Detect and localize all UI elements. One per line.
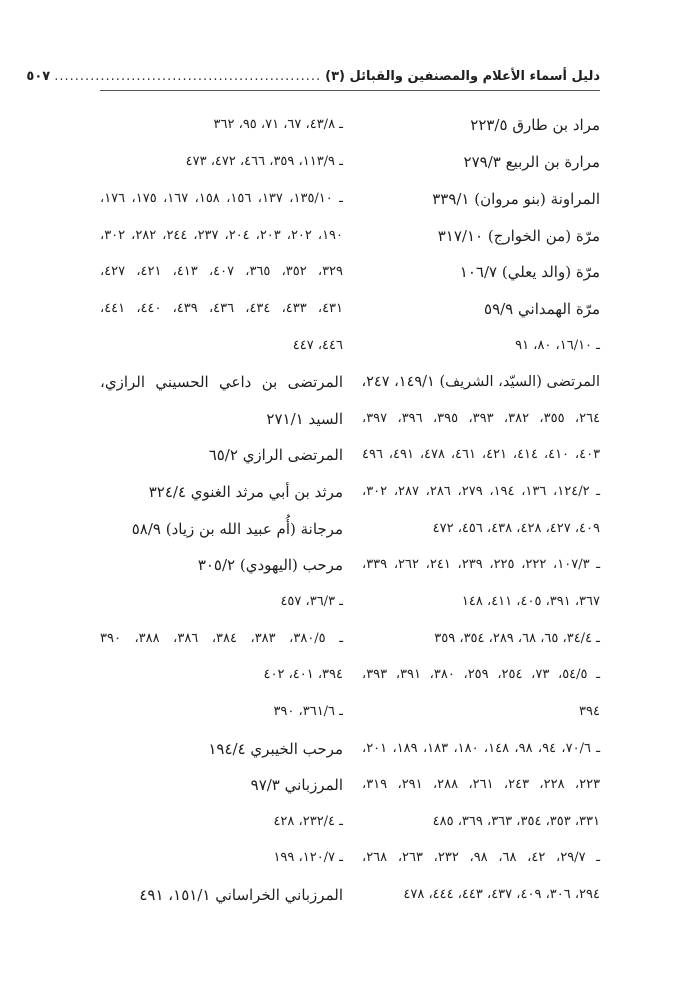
index-entry: مراد بن طارق ٢٢٣/٥ — [470, 116, 600, 134]
index-subentry: ـ ١١٣/٩، ٣٥٩، ٤٦٦، ٤٧٢، ٤٧٣ — [185, 154, 343, 169]
index-subentry: ـ ١٠٧/٣، ٢٢٢، ٢٢٥، ٢٣٩، ٢٤١، ٢٦٢، ٣٣٩، — [362, 557, 601, 572]
index-continuation: ١٩٠، ٢٠٢، ٢٠٣، ٢٠٤، ٢٣٧، ٢٤٤، ٢٨٢، ٣٠٢، — [100, 228, 344, 243]
index-continuation: ٤٠٩، ٤٢٧، ٤٢٨، ٤٣٨، ٤٥٦، ٤٧٢ — [432, 521, 600, 536]
index-entry: المراونة (بنو مروان) ٣٣٩/١ — [432, 190, 600, 208]
index-entry: مرحب (اليهودي) ٣٠٥/٢ — [197, 556, 343, 574]
index-continuation: ٢٦٤، ٣٥٥، ٣٨٢، ٣٩٣، ٣٩٥، ٣٩٦، ٣٩٧، — [362, 411, 601, 426]
index-entry: مرارة بن الربيع ٢٧٩/٣ — [463, 153, 600, 171]
index-subentry: ـ ٧٠/٦، ٩٤، ٩٨، ١٤٨، ١٨٠، ١٨٣، ١٨٩، ٢٠١، — [362, 741, 601, 756]
page-number: ٥٠٧ — [26, 68, 51, 84]
index-entry: مرثد بن أبي مرثد الغنوي ٣٢٤/٤ — [148, 483, 343, 501]
index-entry: مرحب الخيبري ١٩٤/٤ — [208, 740, 343, 758]
index-continuation: ٤٤٦، ٤٤٧ — [292, 338, 343, 353]
index-entry: المرزباني ٩٧/٣ — [250, 776, 343, 794]
index-continuation: ٢٢٣، ٢٢٨، ٢٤٣، ٢٦١، ٢٨٨، ٢٩١، ٣١٩، — [362, 777, 601, 792]
index-subentry: ـ ٣٤/٤، ٦٥، ٦٨، ٢٨٩، ٣٥٤، ٣٥٩ — [434, 631, 600, 646]
index-entry: المرزباني الخراساني ١٥١/١، ٤٩١ — [139, 886, 343, 904]
index-subentry: ـ ١٦/١٠، ٨٠، ٩١ — [515, 338, 600, 353]
index-entry: مرّة (والد يعلي) ١٠٦/٧ — [459, 263, 600, 281]
index-subentry: ـ ٤٣/٨، ٦٧، ٧١، ٩٥، ٣٦٢ — [213, 117, 343, 132]
index-entry: السيد ٢٧١/١ — [266, 410, 343, 428]
index-entry: مرّة الهمداني ٥٩/٩ — [484, 300, 600, 318]
header-title: دليل أسماء الأعلام والمصنفين والقبائل (٣) — [325, 68, 600, 84]
index-subentry: ـ ٢٩/٧، ٤٢، ٦٨، ٩٨، ٢٣٢، ٢٦٣، ٢٦٨، — [362, 850, 601, 865]
index-entry: المرتضى بن داعي الحسيني الرازي، — [100, 373, 343, 391]
index-continuation: ٢٩٤، ٣٠٦، ٤٠٩، ٤٣٧، ٤٤٣، ٤٤٤، ٤٧٨ — [403, 887, 600, 902]
index-continuation: ٣٢٩، ٣٥٢، ٣٦٥، ٤٠٧، ٤١٣، ٤٢١، ٤٢٧، — [100, 264, 344, 279]
index-entry: مرّة (من الخوارج) ٣١٧/١٠ — [437, 227, 600, 245]
index-entry: المرتضى (السيّد، الشريف) ١٤٩/١، ٢٤٧، — [361, 374, 600, 390]
index-subentry: ـ ٢٣٢/٤، ٤٢٨ — [273, 814, 343, 829]
index-subentry: ـ ٣٨٠/٥، ٣٨٣، ٣٨٤، ٣٨٦، ٣٨٨، ٣٩٠ — [100, 631, 344, 646]
index-subentry: ـ ١٢٤/٢، ١٣٦، ١٩٤، ٢٧٩، ٢٨٦، ٢٨٧، ٣٠٢، — [362, 484, 601, 499]
index-subentry: ـ ٥٤/٥، ٧٣، ٢٥٤، ٢٥٩، ٣٨٠، ٣٩١، ٣٩٣، — [362, 667, 601, 682]
index-continuation: ٤٣١، ٤٣٣، ٤٣٤، ٤٣٦، ٤٣٩، ٤٤٠، ٤٤١، — [100, 301, 344, 316]
index-entry: مرجانة (أُم عبيد الله بن زياد) ٥٨/٩ — [131, 520, 343, 538]
index-continuation: ٤٠٣، ٤١٠، ٤١٤، ٤٢١، ٤٦١، ٤٧٨، ٤٩١، ٤٩٦ — [362, 447, 601, 462]
index-continuation: ٣٩٤ — [579, 704, 600, 719]
index-continuation: ٣٦٧، ٣٩١، ٤٠٥، ٤١١، ١٤٨ — [461, 594, 600, 609]
index-subentry: ـ ١٢٠/٧، ١٩٩ — [273, 850, 343, 865]
running-header — [26, 62, 600, 91]
header-leader-dots: .................................................... — [54, 68, 322, 84]
index-entry: المرتضى الرازي ٦٥/٢ — [208, 446, 343, 464]
index-subentry: ـ ٣٦١/٦، ٣٩٠ — [273, 704, 343, 719]
index-continuation: ٣٣١، ٣٥٣، ٣٥٤، ٣٦٣، ٣٦٩، ٤٨٥ — [432, 814, 600, 829]
index-subentry: ـ ٣٦/٣، ٤٥٧ — [280, 594, 343, 609]
index-subentry: ـ ١٣٥/١٠، ١٣٧، ١٥٦، ١٥٨، ١٦٧، ١٧٥، ١٧٦، — [100, 191, 343, 206]
index-continuation: ٣٩٤، ٤٠١، ٤٠٢ — [263, 667, 343, 682]
